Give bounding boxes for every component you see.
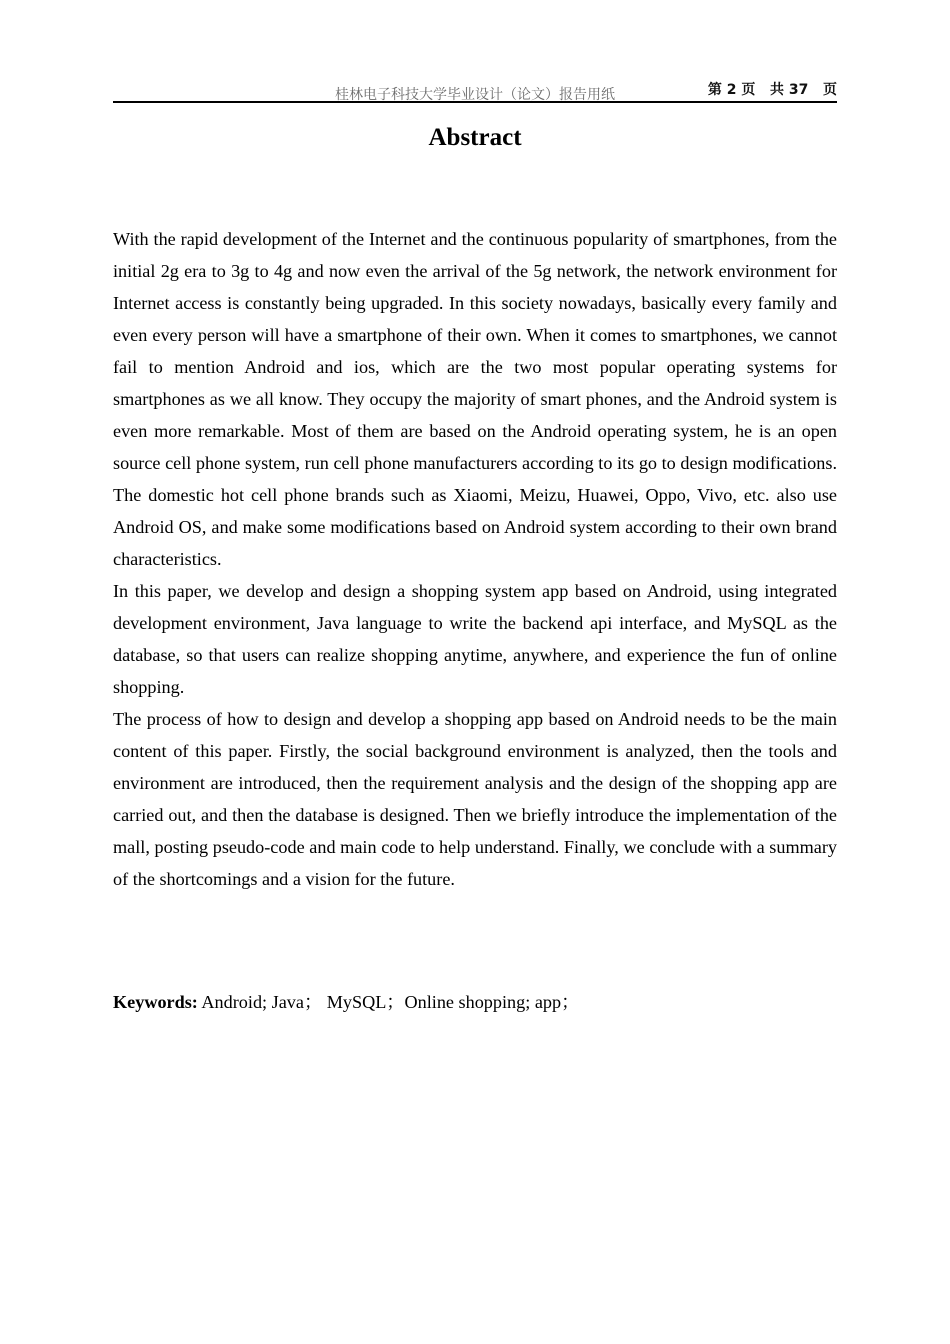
header-university-title: 桂林电子科技大学毕业设计（论文）报告用纸 xyxy=(335,87,615,103)
abstract-paragraph-1: With the rapid development of the Internet and the continuous popularity of smartphones, from the initial 2g era to 3g to 4g and now even the arrival of the 5g network, the network environment for Internet access is constantly being upgraded. In this society nowadays, basically every family and even every person will have a smartphone of their own. When it comes to smartphones, we cannot fail to mention Android and ios, which are the two most popular operating systems for smartphones as we all know. They occupy the majority of smart phones, and the Android system is even more remarkable. Most of them are based on the Android operating system, he is an open source cell phone system, run cell phone manufacturers according to its go to design modifications. The domestic hot cell phone brands such as Xiaomi, Meizu, Huawei, Oppo, Vivo, etc. also use Android OS, and make some modifications based on Android system according to their own brand characteristics. xyxy=(113,229,837,569)
page-header xyxy=(113,77,837,103)
abstract-paragraph-2: In this paper, we develop and design a shopping system app based on Android, using integrated development environment, Java language to write the backend api interface, and MySQL as the database, so that users can realize shopping anytime, anywhere, and experience the fun of online shopping. xyxy=(113,581,837,697)
abstract-paragraph-3: The process of how to design and develop a shopping app based on Android needs to be the main content of this paper. Firstly, the social background environment is analyzed, then the tools and environment are introduced, then the requirement analysis and the design of the shopping app are carried out, and then the database is designed. Then we briefly introduce the implementation of the mall, posting pseudo-code and main code to help understand. Finally, we conclude with a summary of the shortcomings and a vision for the future. xyxy=(113,709,837,889)
keywords-value: Android; Java； MySQL；Online shopping; app； xyxy=(197,992,580,1012)
abstract-heading: Abstract xyxy=(428,124,522,151)
keywords-label: Keywords: xyxy=(113,992,198,1012)
keywords-line xyxy=(113,986,837,1018)
abstract-body xyxy=(113,223,837,895)
header-page-number: 第 2 页 共 37 页 xyxy=(707,82,837,98)
